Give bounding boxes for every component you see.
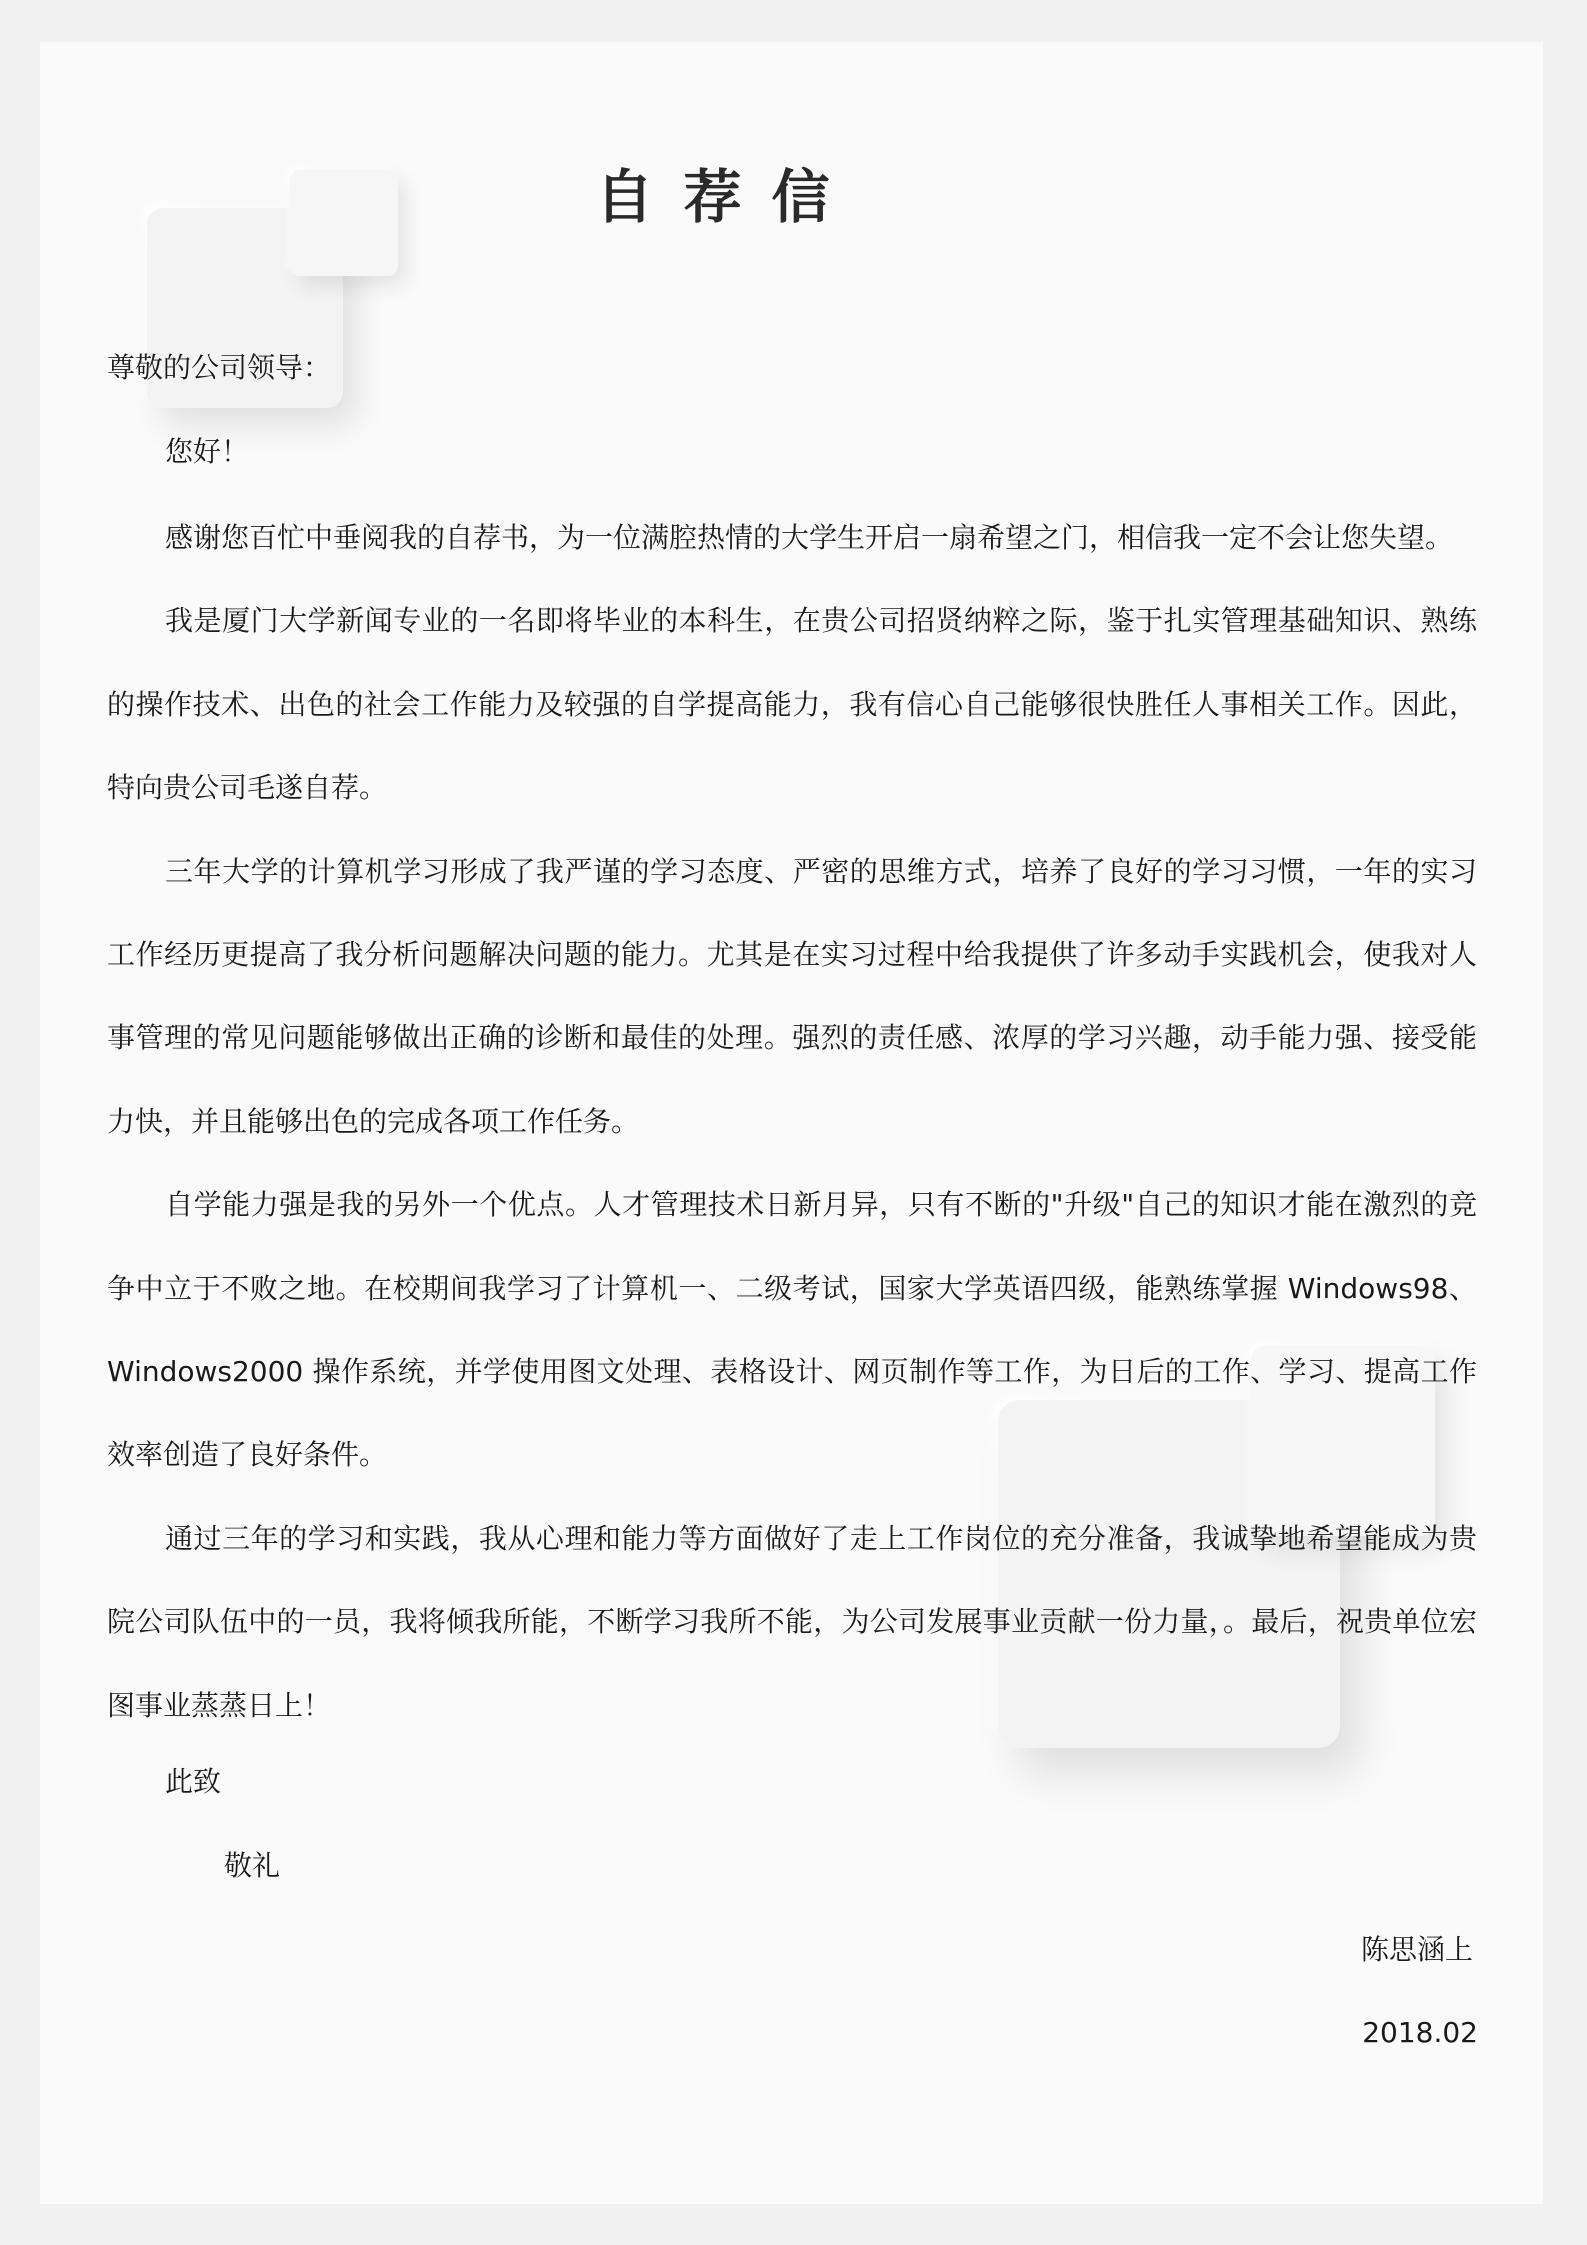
paragraph: 感谢您百忙中垂阅我的自荐书，为一位满腔热情的大学生开启一扇希望之门，相信我一定不会让您失望。 <box>165 521 1454 554</box>
paragraph: 通过三年的学习和实践，我从心理和能力等方面做好了走上工作岗位的充分准备，我诚挚地希望能成为贵院公司队伍中的一员，我将倾我所能，不断学习我所不能，为公司发展事业贡献一份力量，。最后，祝贵单位宏图事业蒸蒸日上！ <box>107 1521 1477 1722</box>
signature: 陈思涵上 <box>1360 1933 1473 1966</box>
closing-line: 此致 <box>165 1765 222 1798</box>
closing-line: 敬礼 <box>224 1849 281 1882</box>
letter-date: 2018.02 <box>1362 2016 1478 2049</box>
salutation: 尊敬的公司领导： <box>107 351 332 384</box>
paragraph: 我是厦门大学新闻专业的一名即将毕业的本科生，在贵公司招贤纳粹之际，鉴于扎实管理基础知识、熟练的操作技术、出色的社会工作能力及较强的自学提高能力，我有信心自己能够很快胜任人事相关工作。因此，特向贵公司毛遂自荐。 <box>107 604 1477 805</box>
letter-body <box>107 496 1477 1747</box>
paragraph: 三年大学的计算机学习形成了我严谨的学习态度、严密的思维方式，培养了良好的学习习惯，一年的实习工作经历更提高了我分析问题解决问题的能力。尤其是在实习过程中给我提供了许多动手实践机会，使我对人事管理的常见问题能够做出正确的诊断和最佳的处理。强烈的责任感、浓厚的学习兴趣，动手能力强、接受能力快，并且能够出色的完成各项工作任务。 <box>107 854 1477 1138</box>
greeting: 您好！ <box>165 435 250 468</box>
paragraph: 自学能力强是我的另外一个优点。人才管理技术日新月异，只有不断的"升级"自己的知识才能在激烈的竞争中立于不败之地。在校期间我学习了计算机一、二级考试，国家大学英语四级，能熟练掌握 Windows98、Windows2000 操作系统，并学使用图文处理、表格设计、网页制作等工作，为日后的工作、学习、提高工作效率创造了良好条件。 <box>107 1188 1477 1472</box>
letter-page <box>40 42 1543 2204</box>
page-title: 自荐信 <box>595 163 860 231</box>
